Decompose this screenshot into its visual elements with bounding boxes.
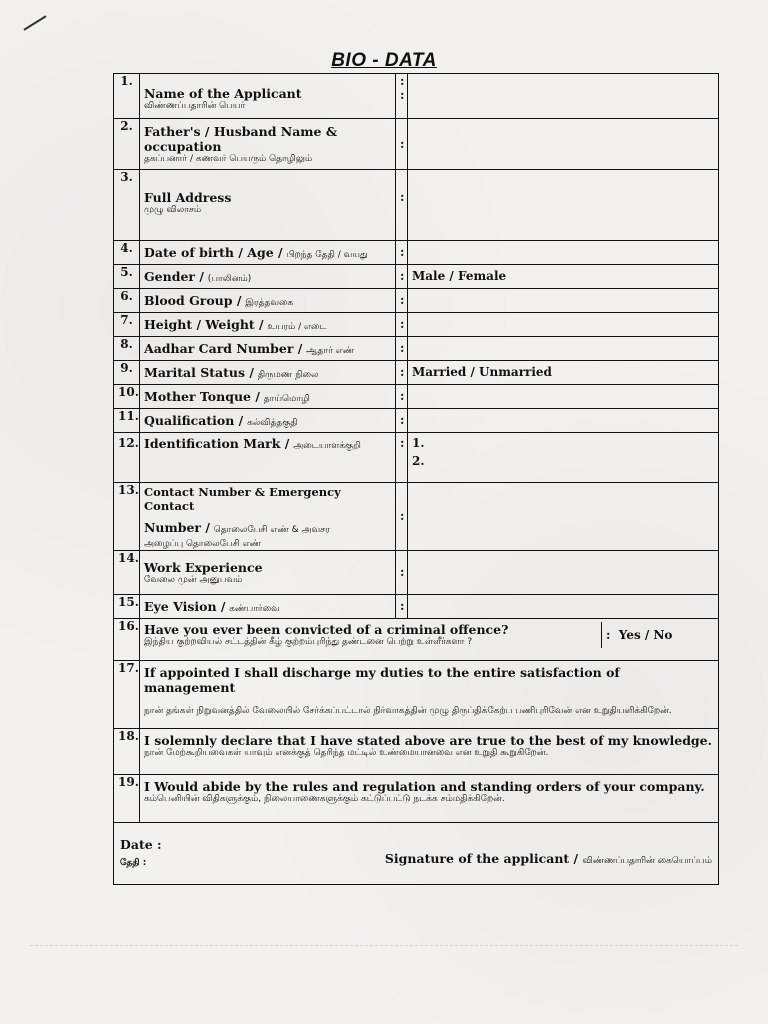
address-field[interactable]	[408, 170, 719, 241]
declaration-tamil: நான் மேற்கூறியவைகள் யாவும் எனக்குத் தெரிந்த மட்டில் உண்மையானவை என உறுதி கூறுகிறேன்.	[144, 748, 549, 759]
field-label	[140, 337, 396, 361]
label-tamil: தொலைபேசி எண் & அவசர	[213, 524, 330, 535]
label-tamil: பிறந்த தேதி / வயது	[286, 249, 368, 260]
name-field[interactable]	[408, 74, 719, 119]
label-tamil: அழைப்பு தொலைபேசி எண்	[144, 539, 262, 550]
row-number: 14.	[114, 551, 140, 595]
declaration-cell	[140, 661, 719, 729]
identification-field[interactable]	[408, 433, 719, 483]
table-row	[114, 265, 719, 289]
table-row	[114, 361, 719, 385]
label-english: Identification Mark /	[144, 436, 290, 451]
colon: :	[606, 627, 619, 642]
yes-no-answer[interactable]: Yes / No	[618, 627, 673, 642]
label-english: Full Address	[144, 190, 232, 205]
declaration-english: I solemnly declare that I have stated above are true to the best of my knowledge.	[144, 733, 712, 749]
colon: : :	[396, 74, 408, 119]
signature-cell	[114, 823, 719, 885]
field-label	[140, 289, 396, 313]
colon: :	[396, 265, 408, 289]
field-label	[140, 551, 396, 595]
table-row	[114, 433, 719, 483]
eye-vision-field[interactable]	[408, 595, 719, 619]
row-number: 5.	[114, 265, 140, 289]
colon: :	[396, 551, 408, 595]
table-row	[114, 775, 719, 823]
mark-1: 1.	[412, 436, 425, 450]
declaration-tamil: கம்பெனியின் விதிகளுக்கும், நிலையாணைகளுக்கும் கட்டுப்பட்டு நடக்க சம்மதிக்கிறேன்.	[144, 794, 505, 805]
date-block	[120, 837, 162, 869]
field-label	[140, 361, 396, 385]
label-tamil: விண்ணப்பதாரின் பெயர்	[144, 101, 246, 111]
row-number: 15.	[114, 595, 140, 619]
signature-label: Signature of the applicant /	[384, 851, 579, 867]
label-tamil: வேலை முன் அனுபவம்	[144, 574, 243, 585]
date-label-tamil: தேதி :	[120, 858, 147, 869]
field-label	[140, 241, 396, 265]
experience-field[interactable]	[408, 551, 719, 595]
row-number: 16.	[114, 619, 140, 661]
gender-field[interactable]: Male / Female	[408, 265, 719, 289]
colon: :	[396, 337, 408, 361]
row-number: 9.	[114, 361, 140, 385]
declaration-cell	[140, 775, 719, 823]
label-tamil: முழு விலாசம்	[144, 205, 202, 215]
table-row	[114, 729, 719, 775]
colon: :	[396, 433, 408, 483]
table-row	[114, 551, 719, 595]
label-english: Date of birth / Age /	[144, 244, 283, 260]
row-number: 7.	[114, 313, 140, 337]
mark-2: 2.	[412, 454, 425, 469]
row-number: 10.	[114, 385, 140, 409]
field-label	[140, 433, 396, 483]
table-row	[114, 289, 719, 313]
label-english: Mother Tonque /	[144, 388, 260, 404]
label-english: Work Experience	[144, 559, 263, 575]
table-row	[114, 313, 719, 337]
field-label	[140, 409, 396, 433]
colon: :	[396, 289, 408, 313]
row-number: 6.	[114, 289, 140, 313]
table-row	[114, 241, 719, 265]
table-row	[114, 119, 719, 170]
label-tamil: அடையாளக்குறி	[293, 441, 361, 451]
table-row	[114, 170, 719, 241]
label-tamil: இரத்தவகை	[245, 297, 294, 308]
table-row	[114, 619, 719, 661]
colon: :	[396, 241, 408, 265]
row-number: 8.	[114, 337, 140, 361]
label-tamil: தாய்மொழி	[263, 393, 310, 404]
signature-row	[114, 823, 719, 885]
height-weight-field[interactable]	[408, 313, 719, 337]
declaration-tamil: நான் தங்கள் நிறுவனத்தில் வேலையில் சேர்க்கப்பட்டால் நிர்வாகத்தின் முழு திருப்திக்கேற்ப பணிபுரிவேன் என உறுதியளிக்கிறேன்.	[144, 706, 672, 717]
label-english: Father's / Husband Name & occupation	[144, 123, 338, 154]
colon: :	[396, 170, 408, 241]
criminal-question-cell	[140, 619, 719, 661]
label-english: Gender /	[144, 268, 204, 284]
label-english: Name of the Applicant	[144, 86, 302, 101]
colon: :	[396, 409, 408, 433]
label-english: Contact Number & Emergency Contact	[144, 485, 341, 513]
colon: :	[396, 385, 408, 409]
colon: :	[396, 119, 408, 170]
field-label	[140, 385, 396, 409]
row-number: 17.	[114, 661, 140, 729]
declaration-english: I Would abide by the rules and regulation and standing orders of your company.	[144, 779, 705, 795]
label-tamil: கல்வித்தகுதி	[247, 417, 298, 428]
label-english: Qualification /	[144, 412, 244, 428]
divider	[30, 945, 738, 946]
date-label: Date :	[120, 837, 162, 853]
aadhar-field[interactable]	[408, 337, 719, 361]
row-number: 12.	[114, 433, 140, 483]
table-row	[114, 337, 719, 361]
field-label	[140, 483, 396, 551]
table-row	[114, 385, 719, 409]
label-english: Aadhar Card Number /	[144, 340, 303, 356]
blood-group-field[interactable]	[408, 289, 719, 313]
field-label	[140, 313, 396, 337]
field-label	[140, 595, 396, 619]
signature-label-tamil: விண்ணப்பதாரின் கையொப்பம்	[582, 856, 712, 867]
label-tamil: (பாலினம்)	[207, 273, 252, 284]
label-english: Number /	[144, 519, 210, 535]
row-number: 18.	[114, 729, 140, 775]
label-tamil: ஆதார் எண்	[306, 345, 355, 356]
label-english: Height / Weight /	[144, 316, 264, 332]
question-tamil: இந்திய குற்றவியல் சட்டத்தின் கீழ் குற்றம்புரிந்து தண்டனை பெற்று உள்ளீர்களா ?	[144, 637, 473, 648]
mother-tongue-field[interactable]	[408, 385, 719, 409]
contact-field[interactable]	[408, 483, 719, 551]
colon: :	[396, 361, 408, 385]
question-english: Have you ever been convicted of a criminal offence?	[144, 622, 509, 638]
page-title: BIO - DATA	[331, 50, 437, 71]
colon: :	[396, 483, 408, 551]
colon: :	[396, 313, 408, 337]
label-tamil: உயரம் / எடை	[267, 321, 327, 332]
father-husband-field[interactable]	[408, 119, 719, 170]
table-row	[114, 483, 719, 551]
label-tamil: தகப்பனார் / கணவர் பெயரும் தொழிலும்	[144, 153, 313, 164]
row-number: 3.	[114, 170, 140, 241]
dob-age-field[interactable]	[408, 241, 719, 265]
qualification-field[interactable]	[408, 409, 719, 433]
label-tamil: கண்பார்வை	[229, 603, 280, 614]
table-row	[114, 74, 719, 119]
row-number: 4.	[114, 241, 140, 265]
field-label	[140, 170, 396, 241]
table-row	[114, 595, 719, 619]
marital-status-field[interactable]: Married / Unmarried	[408, 361, 719, 385]
label-english: Blood Group /	[144, 292, 242, 308]
label-tamil: திருமண நிலை	[257, 369, 319, 380]
bio-data-table	[113, 73, 719, 885]
pen-mark	[23, 15, 46, 30]
label-english: Marital Status /	[144, 364, 254, 380]
field-label	[140, 74, 396, 119]
field-label	[140, 119, 396, 170]
field-label	[140, 265, 396, 289]
row-number: 11.	[114, 409, 140, 433]
row-number: 13.	[114, 483, 140, 551]
declaration-english: If appointed I shall discharge my duties to the entire satisfaction of management	[144, 665, 620, 696]
row-number: 19.	[114, 775, 140, 823]
signature-block	[385, 851, 712, 869]
table-row	[114, 409, 719, 433]
table-row	[114, 661, 719, 729]
declaration-cell	[140, 729, 719, 775]
colon: :	[396, 595, 408, 619]
row-number: 1.	[114, 74, 140, 119]
label-english: Eye Vision /	[144, 598, 226, 614]
row-number: 2.	[114, 119, 140, 170]
